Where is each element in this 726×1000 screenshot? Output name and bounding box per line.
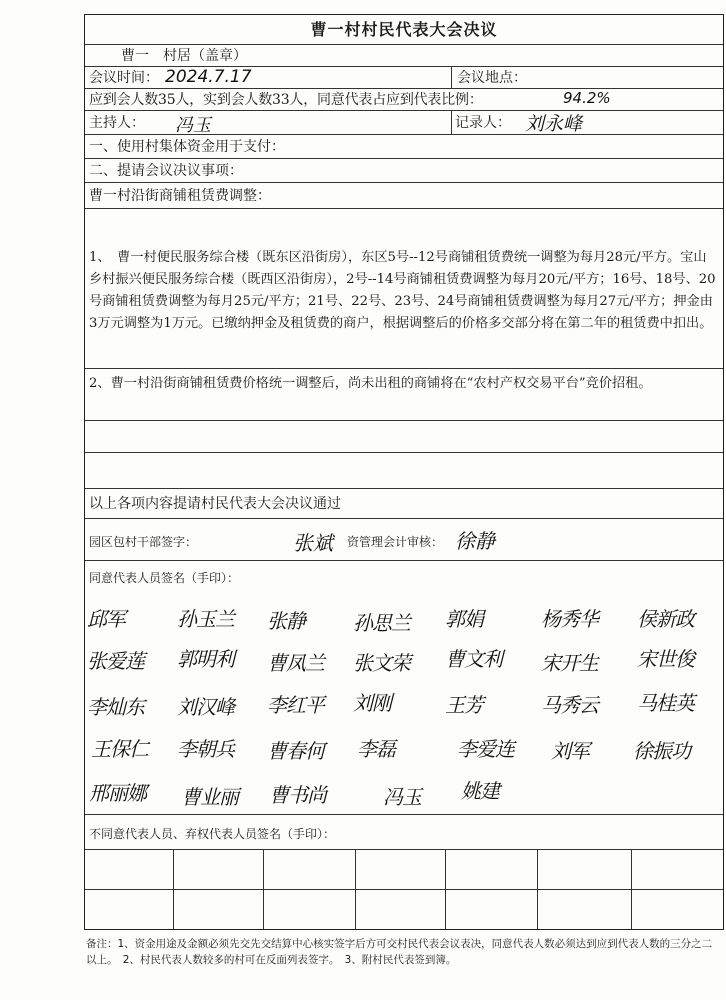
signature: 杨秀华 (541, 607, 598, 631)
signature: 曹春何 (267, 739, 324, 763)
signature: 曹书尚 (269, 783, 326, 807)
signature: 李红平 (267, 693, 324, 717)
signature: 邢丽娜 (89, 781, 146, 805)
signature: 曹文利 (445, 647, 502, 671)
meeting-time-value: 2024.7.17 (165, 67, 252, 87)
disagree-cell (85, 849, 173, 889)
attendance-ratio: 94.2% (563, 89, 611, 107)
signatures-row-4 (85, 727, 723, 767)
signature: 宋世俊 (637, 647, 694, 671)
signature: 曹凤兰 (267, 651, 324, 675)
audit-label: 资管理会计审核： (347, 535, 444, 549)
signature: 邱军 (87, 607, 125, 631)
signature: 李灿东 (87, 695, 144, 719)
meeting-place-label: 会议地点： (457, 70, 527, 86)
disagree-cell (263, 849, 355, 889)
meeting-row (85, 67, 723, 89)
agree-signatures-area (85, 589, 723, 815)
village-name: 曹一 村居（盖章） (121, 48, 247, 64)
signature: 马桂英 (637, 691, 694, 715)
host-label: 主持人： (89, 115, 145, 131)
disagree-cell (445, 889, 537, 929)
resolution-form (84, 14, 724, 930)
passed-row (85, 489, 723, 519)
signatures-row-5 (85, 769, 723, 809)
signature: 冯玉 (383, 785, 421, 809)
recorder-label: 记录人： (455, 115, 511, 131)
topic-row (85, 183, 723, 209)
audit-signature: 徐静 (455, 529, 495, 553)
signature: 李朝兵 (177, 737, 234, 761)
signature: 张静 (267, 609, 305, 633)
signature: 张爱莲 (87, 649, 144, 673)
approval-row (85, 519, 723, 561)
item-one-row (85, 209, 723, 369)
disagree-cell (263, 889, 355, 929)
disagree-cell (537, 889, 631, 929)
agree-label-row (85, 561, 723, 589)
meeting-time-label: 会议时间： (89, 70, 159, 86)
attendance-row (85, 89, 723, 111)
cadre-label: 园区包村干部签字： (89, 535, 198, 549)
topic-text: 曹一村沿街商铺租赁费调整： (89, 188, 271, 204)
meeting-divider (451, 67, 452, 89)
disagree-cell (631, 889, 723, 929)
recorder-signature: 刘永峰 (525, 113, 583, 135)
page-title: 曹一村村民代表大会决议 (310, 20, 498, 39)
signature: 孙思兰 (353, 611, 410, 635)
disagree-cell (173, 889, 263, 929)
signature: 侯新政 (637, 607, 694, 631)
signature: 姚建 (461, 779, 499, 803)
blank-row-1 (85, 421, 723, 453)
signature: 刘汉峰 (177, 695, 234, 719)
signatures-row-1 (85, 595, 723, 635)
signatures-row-3 (85, 681, 723, 721)
cadre-signature: 张斌 (293, 531, 333, 555)
passed-text: 以上各项内容提请村民代表大会决议通过 (89, 496, 341, 512)
signature: 王芳 (445, 693, 483, 717)
host-row (85, 111, 723, 135)
signatures-row-2 (85, 637, 723, 677)
signature: 张文荣 (353, 651, 410, 675)
item-two-row (85, 369, 723, 421)
signature: 宋开生 (541, 651, 598, 675)
disagree-cell (355, 889, 445, 929)
signature: 刘刚 (353, 691, 391, 715)
title-row (85, 15, 723, 45)
disagree-cell (537, 849, 631, 889)
item-two-text: 2、曹一村沿街商铺租赁费价格统一调整后，尚未出租的商铺将在“农村产权交易平台”竞价招租。 (89, 376, 652, 391)
signature: 刘军 (551, 739, 589, 763)
disagree-grid (85, 849, 723, 929)
disagree-cell (85, 889, 173, 929)
disagree-cell (355, 849, 445, 889)
item-one-text: 1、 曹一村便民服务综合楼（既东区沿街房），东区5号--12号商铺租赁费统一调整为每月28元/平方。宝山乡村振兴便民服务综合楼（既西区沿街房），2号--14号商铺租赁费调整为每月20元/平方；16号、18号、20号商铺租赁费调整为每月25元/平方；21号、22号、23号、24号商铺租赁费调整为每月27元/平方；押金由3万元调整为1万元。已缴纳押金及租赁费的商户，根据调整后的价格多交部分将在第二年的租赁费中扣出。 (89, 250, 716, 331)
section-funds-row (85, 135, 723, 159)
blank-row-2 (85, 453, 723, 489)
section-items-row (85, 159, 723, 183)
host-signature: 冯玉 (175, 115, 211, 136)
signature: 李爱连 (457, 737, 514, 761)
host-divider (451, 111, 452, 135)
signature: 徐振功 (633, 739, 690, 763)
signature: 孙玉兰 (177, 607, 234, 631)
disagree-cell (173, 849, 263, 889)
disagree-label: 不同意代表人员、弃权代表人员签名（手印）： (89, 827, 336, 841)
signature: 郭娟 (445, 607, 483, 631)
disagree-label-row (85, 815, 723, 849)
section-funds: 一、使用村集体资金用于支付： (89, 139, 285, 155)
attendance-text: 应到会人数35人，实到会人数33人，同意代表占应到代表比例： (89, 92, 483, 108)
signature: 马秀云 (541, 693, 598, 717)
section-items: 二、提请会议决议事项： (89, 163, 243, 179)
signature: 王保仁 (91, 737, 148, 761)
agree-label: 同意代表人员签名（手印）： (89, 571, 240, 585)
signature: 李磊 (357, 737, 395, 761)
signature: 曹业丽 (181, 785, 238, 809)
signature: 郭明利 (177, 647, 234, 671)
footnote: 备注：1、资金用途及金额必须先交先交结算中心核实签字后方可交村民代表会议表决，同意代表人数必须达到应到代表人数的三分之二以上。 2、村民代表人数较多的村可在反面列表签字。 3、附村民代表签到簿。 (86, 938, 713, 966)
village-row (85, 45, 723, 67)
disagree-cell (445, 849, 537, 889)
disagree-cell (631, 849, 723, 889)
